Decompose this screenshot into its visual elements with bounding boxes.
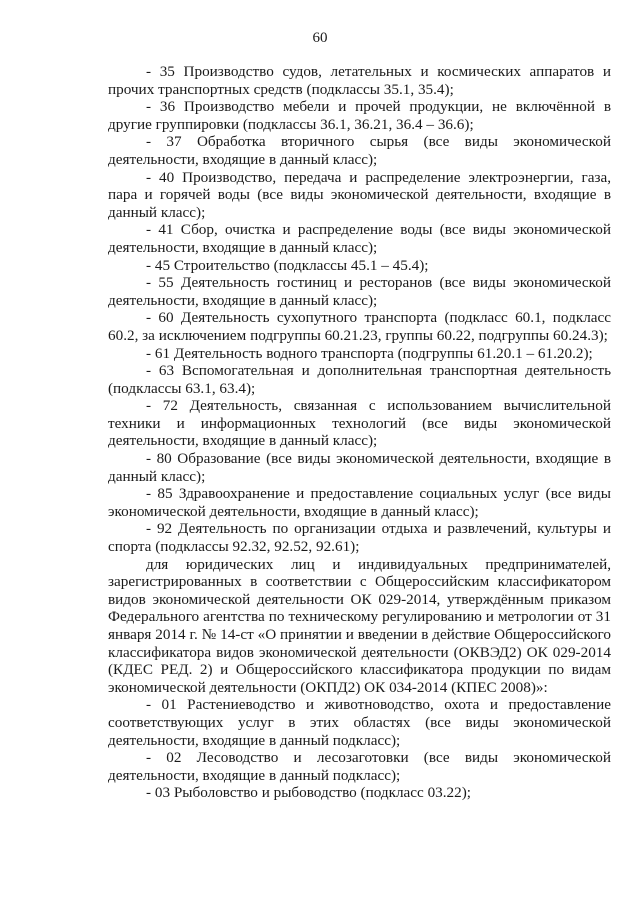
paragraph: - 02 Лесоводство и лесозаготовки (все виды экономической деятельности, входящие в данный подкласс); bbox=[108, 749, 611, 784]
paragraph: - 85 Здравоохранение и предоставление социальных услуг (все виды экономической деятельности, входящие в данный класс); bbox=[108, 485, 611, 520]
paragraph: - 36 Производство мебели и прочей продукции, не включённой в другие группировки (подклассы 36.1, 36.21, 36.4 – 36.6); bbox=[108, 98, 611, 133]
paragraph: - 37 Обработка вторичного сырья (все виды экономической деятельности, входящие в данный класс); bbox=[108, 133, 611, 168]
paragraph: - 55 Деятельность гостиниц и ресторанов (все виды экономической деятельности, входящие в данный класс); bbox=[108, 274, 611, 309]
paragraph: - 35 Производство судов, летательных и космических аппаратов и прочих транспортных средств (подклассы 35.1, 35.4); bbox=[108, 63, 611, 98]
paragraph: - 40 Производство, передача и распределение электроэнергии, газа, пара и горячей воды (все виды экономической деятельности, входящие в данный класс); bbox=[108, 168, 611, 221]
paragraph: - 92 Деятельность по организации отдыха и развлечений, культуры и спорта (подклассы 92.32, 92.52, 92.61); bbox=[108, 520, 611, 556]
paragraph: - 80 Образование (все виды экономической деятельности, входящие в данный класс); bbox=[108, 450, 611, 485]
paragraph: для юридических лиц и индивидуальных предпринимателей, зарегистрированных в соответствии с Общероссийским классификатором видов экономической деятельности ОК 029-2014, утверждённым приказом Федерального агентства по техническому регулированию и метрологии от 31 января 2014 г. № 14-ст «О принятии и введении в действие Общероссийского классификатора видов экономической деятельности (ОКВЭД2) ОК 029-2014 (КДЕС РЕД. 2) и Общероссийского классификатора продукции по видам экономической деятельности (ОКПД2) ОК 034-2014 (КПЕС 2008)»: bbox=[108, 555, 611, 696]
paragraph: - 01 Растениеводство и животноводство, охота и предоставление соответствующих услуг в этих областях (все виды экономической деятельности, входящие в данный подкласс); bbox=[108, 696, 611, 749]
paragraph: - 63 Вспомогательная и дополнительная транспортная деятельность (подклассы 63.1, 63.4); bbox=[108, 362, 611, 397]
page-number: 60 bbox=[312, 30, 328, 46]
paragraph: - 60 Деятельность сухопутного транспорта (подкласс 60.1, подкласс 60.2, за исключением подгруппы 60.21.23, группы 60.22, подгруппы 60.24.3); bbox=[108, 309, 611, 344]
paragraph: - 72 Деятельность, связанная с использованием вычислительной техники и информационных технологий (все виды экономической деятельности, входящие в данный класс); bbox=[108, 397, 611, 450]
paragraph: - 03 Рыболовство и рыбоводство (подкласс 03.22); bbox=[146, 784, 472, 802]
paragraph: - 61 Деятельность водного транспорта (подгруппы 61.20.1 – 61.20.2); bbox=[146, 344, 593, 362]
document-body bbox=[108, 63, 611, 802]
paragraph: - 41 Сбор, очистка и распределение воды (все виды экономической деятельности, входящие в данный класс); bbox=[108, 221, 611, 256]
paragraph: - 45 Строительство (подклассы 45.1 – 45.4); bbox=[146, 256, 429, 274]
